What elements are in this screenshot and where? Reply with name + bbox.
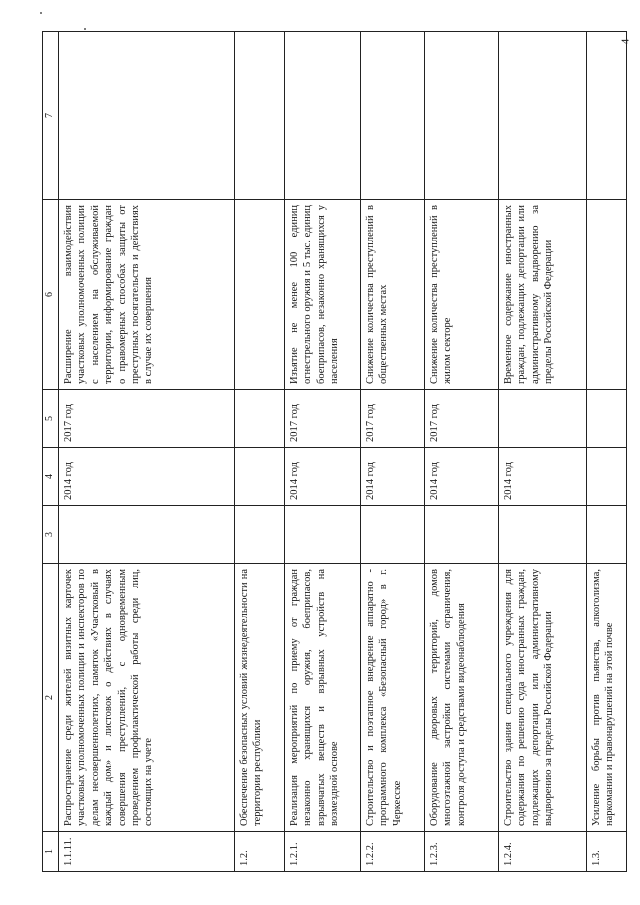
col-header: 3	[43, 506, 59, 564]
row-number: 1.2.4.	[498, 832, 586, 872]
col-header: 1	[43, 832, 59, 872]
executor-cell	[586, 506, 626, 564]
row-number: 1.3.	[586, 832, 626, 872]
col-header: 5	[43, 390, 59, 448]
note-cell	[234, 32, 284, 200]
row-number: 1.1.11.	[58, 832, 234, 872]
start-year-cell: 2014 год	[424, 448, 498, 506]
start-year-cell	[234, 448, 284, 506]
result-cell	[234, 200, 284, 390]
table-row	[234, 32, 284, 872]
note-cell	[284, 32, 360, 200]
note-cell	[586, 32, 626, 200]
program-activities-table	[42, 31, 627, 872]
end-year-cell: 2017 год	[424, 390, 498, 448]
start-year-cell: 2014 год	[360, 448, 424, 506]
result-cell: Изъятие не менее 100 единиц огнестрельного оружия и 5 тыс. единиц боеприпасов, незаконно хранящихся у населения	[284, 200, 360, 390]
executor-cell	[234, 506, 284, 564]
table-row	[498, 32, 586, 872]
scan-speck	[84, 28, 86, 30]
header-row	[43, 32, 59, 872]
activity-cell: Реализация мероприятий по приему от граждан незаконно хранящихся оружия, боеприпасов, взрывчатых веществ и взрывных устройств на возмездной основе	[284, 564, 360, 832]
start-year-cell: 2014 год	[498, 448, 586, 506]
result-cell: Снижение количества преступлений в общественных местах	[360, 200, 424, 390]
activity-cell: Распространение среди жителей визитных карточек участковых уполномоченных полиции и инспекторов по делам несовершеннолетних, памяток «Участковый в каждый дом» и листовок о действиях в случаях совершения преступлений, с одновременным проведением профилактической работы среди лиц, состоящих на учете	[58, 564, 234, 832]
executor-cell	[424, 506, 498, 564]
end-year-cell: 2017 год	[360, 390, 424, 448]
start-year-cell: 2014 год	[58, 448, 234, 506]
executor-cell	[498, 506, 586, 564]
rotated-table-sheet	[42, 32, 616, 872]
col-header: 7	[43, 32, 59, 200]
table-row	[58, 32, 234, 872]
executor-cell	[360, 506, 424, 564]
col-header: 2	[43, 564, 59, 832]
executor-cell	[58, 506, 234, 564]
col-header: 4	[43, 448, 59, 506]
row-number: 1.2.	[234, 832, 284, 872]
table-row	[586, 32, 626, 872]
result-cell	[586, 200, 626, 390]
end-year-cell	[498, 390, 586, 448]
activity-cell: Обеспечение безопасных условий жизнедеятельности на территории республики	[234, 564, 284, 832]
result-cell: Снижение количества преступлений в жилом секторе	[424, 200, 498, 390]
note-cell	[498, 32, 586, 200]
table-row	[360, 32, 424, 872]
table-row	[424, 32, 498, 872]
result-cell: Расширение взаимодействия участковых уполномоченных полиции с населением на обслуживаемой территории, информирование граждан о правомерных способах защиты от преступных посягательств и действиях в случае их совершения	[58, 200, 234, 390]
start-year-cell	[586, 448, 626, 506]
row-number: 1.2.1.	[284, 832, 360, 872]
page-number: 4	[619, 38, 632, 45]
executor-cell	[284, 506, 360, 564]
row-number: 1.2.2.	[360, 832, 424, 872]
row-number: 1.2.3.	[424, 832, 498, 872]
activity-cell: Строительство и поэтапное внедрение аппаратно - программного комплекса «Безопасный город» в г. Черкесске	[360, 564, 424, 832]
end-year-cell	[586, 390, 626, 448]
result-cell: Временное содержание иностранных граждан, подлежащих депортации или административному выдворению за пределы Российской Федерации	[498, 200, 586, 390]
activity-cell: Оборудование дворовых территорий, домов многоэтажной застройки системами ограничения, контроля доступа и средствами видеонаблюдения	[424, 564, 498, 832]
note-cell	[424, 32, 498, 200]
col-header: 6	[43, 200, 59, 390]
table-row	[284, 32, 360, 872]
scan-speck	[40, 12, 42, 14]
note-cell	[58, 32, 234, 200]
end-year-cell	[234, 390, 284, 448]
end-year-cell: 2017 год	[58, 390, 234, 448]
end-year-cell: 2017 год	[284, 390, 360, 448]
activity-cell: Усиление борьбы против пьянства, алкоголизма, наркомании и правонарушений на этой почве	[586, 564, 626, 832]
start-year-cell: 2014 год	[284, 448, 360, 506]
note-cell	[360, 32, 424, 200]
activity-cell: Строительство здания специального учреждения для содержания по решению суда иностранных граждан, подлежащих депортации или административному выдворению за пределы Российской Федерации	[498, 564, 586, 832]
